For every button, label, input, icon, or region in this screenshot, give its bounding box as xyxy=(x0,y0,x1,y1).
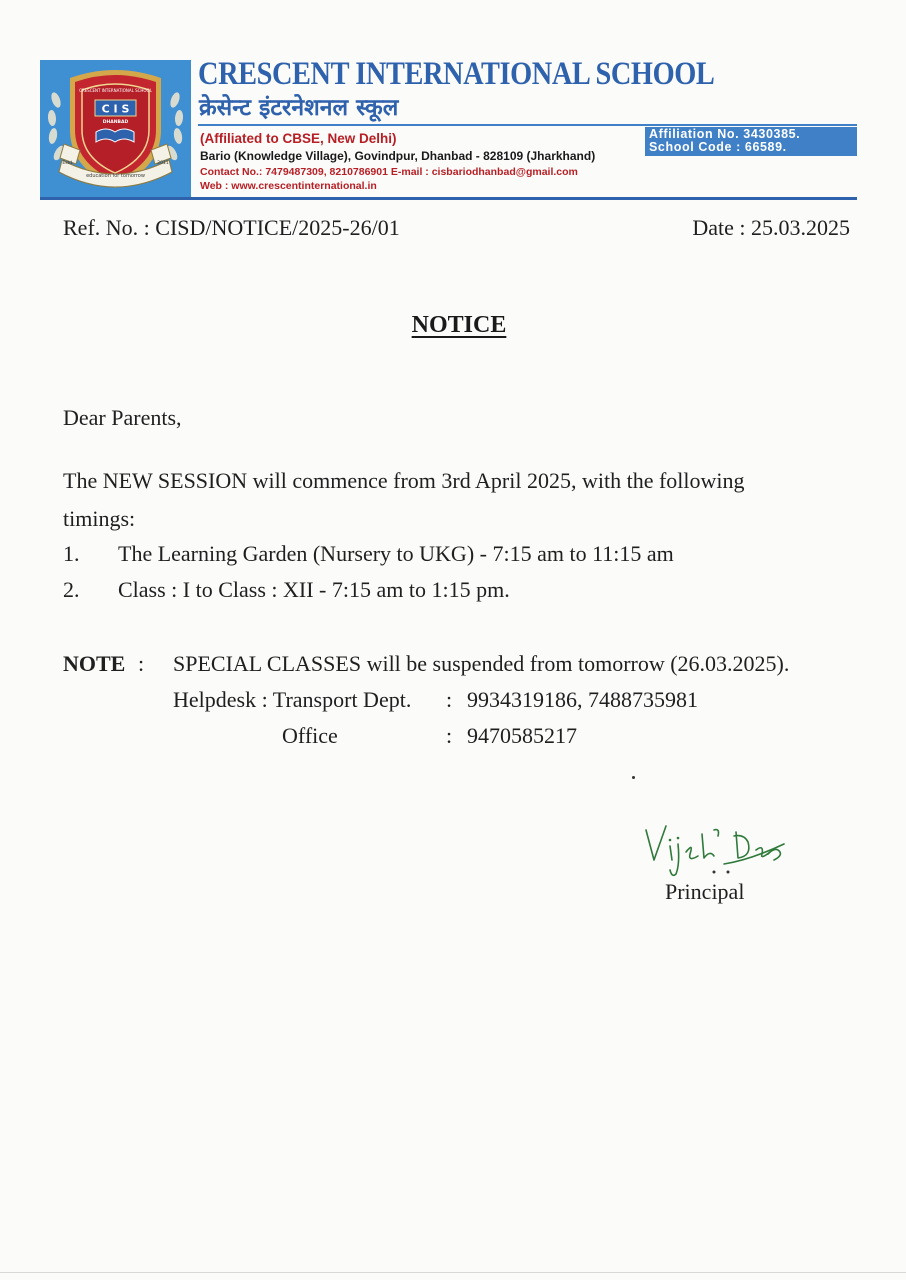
list-item: The Learning Garden (Nursery to UKG) - 7:15 am to 11:15 am xyxy=(118,541,674,566)
header-rule xyxy=(198,124,857,126)
logo-city: DHANBAD xyxy=(102,120,129,125)
scan-speck xyxy=(632,776,635,779)
letterhead-divider xyxy=(40,197,857,200)
school-name-hindi: क्रेसेन्ट इंटरनेशनल स्कूल xyxy=(199,95,399,121)
handwritten-signature-icon xyxy=(640,820,790,885)
website-line: Web : www.crescentinternational.in xyxy=(200,180,377,192)
principal-title: Principal xyxy=(665,879,745,904)
list-item-number: 1. xyxy=(63,541,80,566)
school-code: School Code : 66589. xyxy=(649,140,787,154)
note-text: SPECIAL CLASSES will be suspended from tomorrow (26.03.2025). xyxy=(173,651,790,676)
helpdesk-numbers: 9934319186, 7488735981 xyxy=(467,687,698,712)
note-label: NOTE xyxy=(63,651,126,676)
notice-title: NOTICE xyxy=(411,312,507,338)
office-number: 9470585217 xyxy=(467,723,577,748)
helpdesk-label: Helpdesk : Transport Dept. xyxy=(173,687,412,712)
session-paragraph-line2: timings: xyxy=(63,506,136,531)
notice-date: Date : 25.03.2025 xyxy=(692,215,850,240)
salutation: Dear Parents, xyxy=(63,405,182,430)
affiliation-box xyxy=(645,127,857,156)
logo-ring-text: CRESCENT INTERNATIONAL SCHOOL xyxy=(79,88,152,93)
school-crest-icon xyxy=(40,60,191,200)
reference-number: Ref. No. : CISD/NOTICE/2025-26/01 xyxy=(63,215,400,240)
affiliation-line: (Affiliated to CBSE, New Delhi) xyxy=(200,131,397,146)
note-colon: : xyxy=(138,651,145,676)
session-paragraph-line1: The NEW SESSION will commence from 3rd April 2025, with the following xyxy=(63,468,745,493)
office-label: Office xyxy=(282,723,338,748)
logo-initials: C I S xyxy=(101,102,130,116)
logo-estd: Estd. xyxy=(62,161,74,166)
school-address: Bario (Knowledge Village), Govindpur, Dhanbad - 828109 (Jharkhand) xyxy=(200,149,596,163)
logo-year: 2011 xyxy=(157,161,169,166)
office-colon: : xyxy=(446,723,453,748)
list-item-number: 2. xyxy=(63,577,80,602)
logo-motto: education for tomorrow xyxy=(86,173,145,179)
scan-edge xyxy=(0,1272,906,1273)
helpdesk-colon: : xyxy=(446,687,453,712)
contact-line: Contact No.: 7479487309, 8210786901 E-mail : cisbariodhanbad@gmail.com xyxy=(200,166,578,178)
school-logo xyxy=(40,60,191,200)
affiliation-number: Affiliation No. 3430385. xyxy=(649,127,801,141)
school-name: CRESCENT INTERNATIONAL SCHOOL xyxy=(198,56,715,92)
list-item: Class : I to Class : XII - 7:15 am to 1:15 pm. xyxy=(118,577,510,602)
